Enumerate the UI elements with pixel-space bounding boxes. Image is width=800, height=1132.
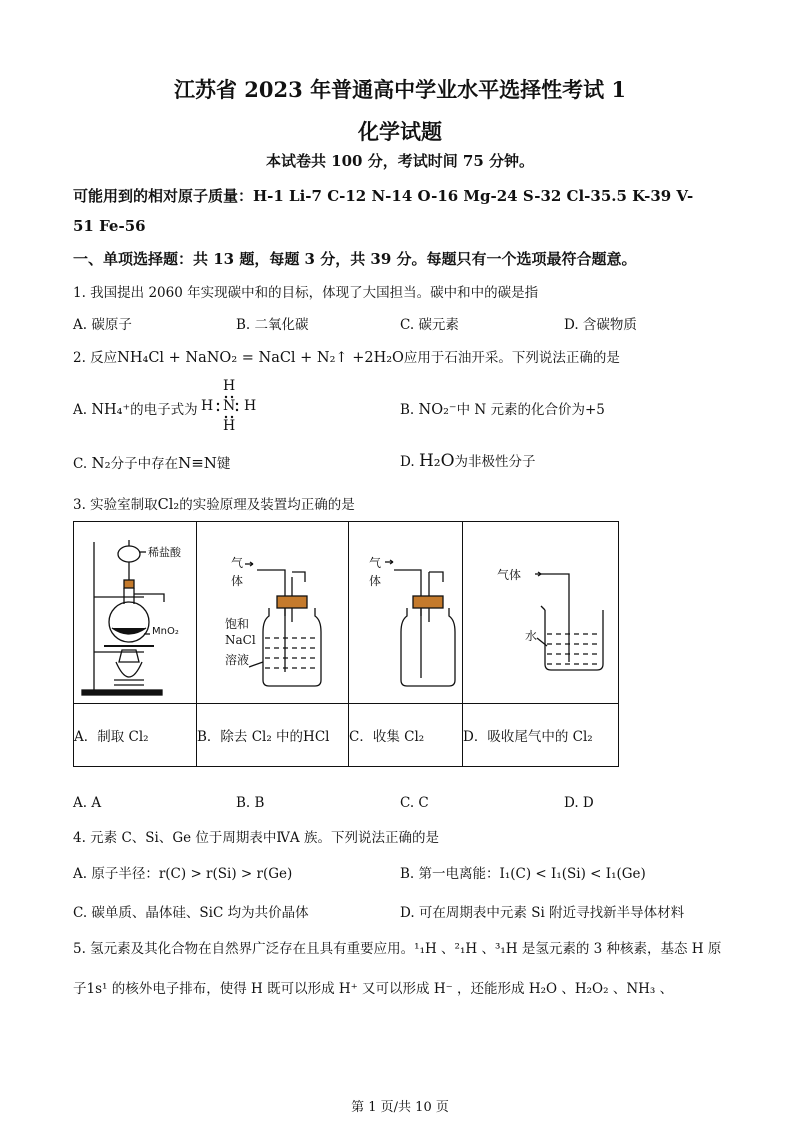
q1-stem: 1. 我国提出 2060 年实现碳中和的目标，体现了大国担当。碳中和中的碳是指: [73, 285, 539, 301]
q1-option-a: A. 碳原子: [73, 317, 132, 333]
q2-a-mid: 的电子式为: [130, 402, 198, 418]
q2-d-text: 为非极性分子: [454, 454, 536, 470]
page-number: 第 1 页/共 10 页: [351, 1100, 449, 1115]
q2-equation: NH₄Cl + NaNO₂ = NaCl + N₂↑ +2H₂O: [117, 350, 404, 366]
fig-a-cell: [74, 522, 197, 704]
q3-option-a: A. A: [73, 795, 102, 811]
fig-a-label-acid: 稀盐酸: [148, 546, 181, 559]
fig-b-label-gas-1: 气: [231, 556, 244, 570]
q2-suffix: 应用于石油开采。下列说法正确的是: [403, 350, 620, 366]
dot-h-top: H: [223, 378, 236, 394]
q3-option-d: D. D: [564, 795, 594, 811]
q2-prefix: 2. 反应: [73, 350, 118, 366]
section-heading: 一、单项选择题：共 13 题，每题 3 分，共 39 分。每题只有一个选项最符合题意。: [73, 250, 637, 268]
atomic-mass-line-1: 可能用到的相对原子质量：H-1 Li-7 C-12 N-14 O-16 Mg-24 S-32 Cl-35.5 K-39 V-: [73, 187, 694, 205]
fig-c-cell: [349, 522, 463, 704]
fig-b-label-liquid-3: 溶液: [225, 653, 250, 667]
q4-option-a: A. 原子半径：r(C) > r(Si) > r(Ge): [73, 866, 293, 882]
q5-line-2: 子1s¹ 的核外电子排布，使得 H 既可以形成 H⁺ 又可以形成 H⁻ ，还能形成 H₂O 、H₂O₂ 、NH₃ 、: [73, 981, 674, 997]
q2-option-a: [73, 398, 198, 418]
fig-a-label-mno2: MnO₂: [152, 626, 179, 637]
apparatus-table: [73, 521, 619, 767]
dot-h-bottom: H: [223, 418, 236, 434]
atomic-mass-line-2: 51 Fe-56: [73, 217, 146, 235]
fig-b-label-liquid-1: 饱和: [225, 617, 250, 631]
q2-option-b: [400, 398, 605, 418]
q2-stem: [73, 346, 620, 366]
q5-line-1: 5. 氢元素及其化合物在自然界广泛存在且具有重要应用。¹₁H 、²₁H 、³₁H 是氢元素的 3 种核素，基态 H 原: [73, 941, 722, 957]
dot-n-center: N: [223, 398, 236, 414]
q3-stem: [73, 493, 355, 513]
q1-option-c: C. 碳元素: [400, 317, 459, 333]
q3-option-c: C. C: [400, 795, 429, 811]
exam-title: 江苏省 2023 年普通高中学业水平选择性考试 1: [174, 77, 626, 102]
q2-option-c: [73, 452, 230, 472]
q4-option-d: D. 可在周期表中元素 Si 附近寻找新半导体材料: [400, 905, 685, 921]
fig-b-cell: [197, 522, 349, 704]
q3-stem-species: Cl₂: [157, 497, 180, 513]
q4-option-b: B. 第一电离能：I₁(C) < I₁(Si) < I₁(Ge): [400, 866, 646, 882]
ammonium-electron-dot-formula: [201, 378, 257, 434]
caption-b: B．除去 Cl₂ 中的HCl: [197, 704, 349, 767]
q2-d-species: H₂O: [418, 451, 455, 471]
dot-h-right: H: [244, 398, 257, 414]
exam-info: 本试卷共 100 分，考试时间 75 分钟。: [265, 152, 535, 170]
caption-a: A．制取 Cl₂: [74, 704, 197, 767]
q3-option-b: B. B: [236, 795, 265, 811]
fig-d-label-water: 水: [525, 629, 538, 643]
q3-stem-suffix: 的实验原理及装置均正确的是: [179, 497, 355, 513]
fig-d-cell: [463, 522, 619, 704]
q2-a-prefix: A.: [73, 402, 88, 418]
q2-c-species: N₂: [91, 454, 111, 472]
q2-option-d: [400, 450, 536, 471]
caption-c: C．收集 Cl₂: [349, 704, 463, 767]
q1-option-d: D. 含碳物质: [564, 317, 637, 333]
electron-dots-icon: [201, 378, 253, 434]
subject-title: 化学试题: [358, 119, 442, 144]
q2-c-bond: N≡N: [178, 454, 217, 472]
q2-a-species: NH₄⁺: [91, 402, 131, 418]
collection-bottle-diagram: [349, 522, 462, 703]
dot-h-left: H: [201, 398, 214, 414]
q2-c-prefix: C.: [73, 456, 88, 472]
q2-b-text: 中 N 元素的化合价为+5: [456, 402, 605, 418]
fig-c-label-gas-2: 体: [369, 574, 382, 588]
fig-b-label-liquid-2: NaCl: [225, 633, 256, 647]
q2-b-prefix: B.: [400, 402, 415, 418]
q2-c-end: 键: [216, 456, 231, 472]
q4-option-c: C. 碳单质、晶体硅、SiC 均为共价晶体: [73, 905, 309, 921]
q1-option-b: B. 二氧化碳: [236, 317, 309, 333]
caption-d: D．吸收尾气中的 Cl₂: [463, 704, 619, 767]
wash-bottle-diagram: [197, 522, 348, 703]
q2-b-species: NO₂⁻: [418, 402, 457, 418]
q4-stem: 4. 元素 C、Si、Ge 位于周期表中ⅣA 族。下列说法正确的是: [73, 830, 439, 846]
fig-b-label-gas-2: 体: [231, 574, 244, 588]
q3-stem-prefix: 3. 实验室制取: [73, 497, 158, 513]
fig-d-label-gas: 气体: [497, 568, 522, 582]
absorption-beaker-diagram: [463, 522, 618, 703]
q2-c-text: 分子中存在: [110, 456, 179, 472]
fig-c-label-gas-1: 气: [369, 556, 382, 570]
q2-d-prefix: D.: [400, 454, 415, 470]
